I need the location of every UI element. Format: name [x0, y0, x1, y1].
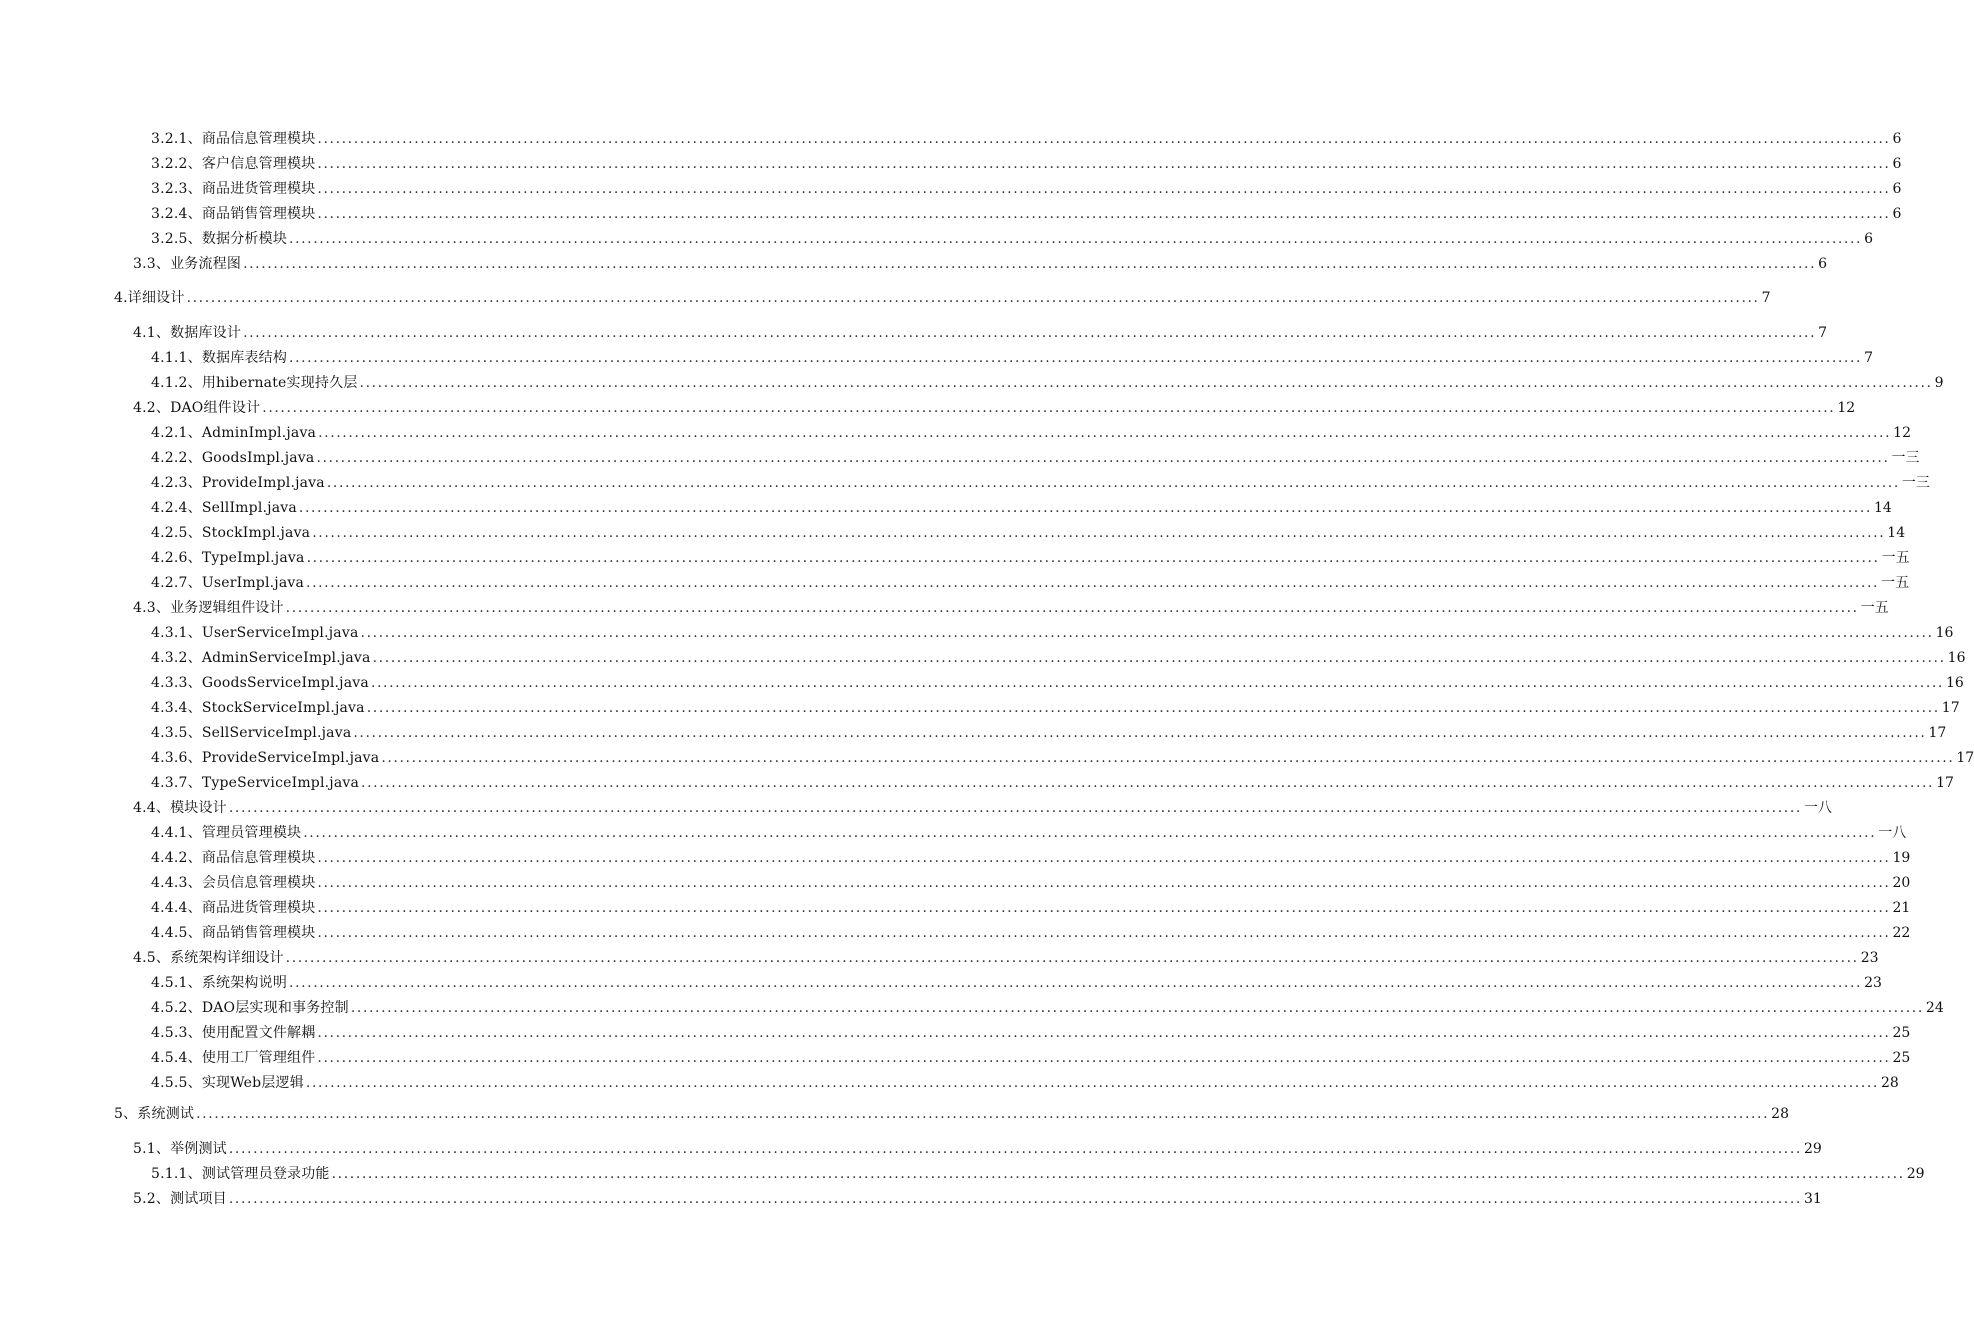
toc-page-number: 6 — [1892, 181, 1902, 197]
toc-entry[interactable] — [133, 1140, 1822, 1158]
toc-entry-title: 4.3、业务逻辑组件设计 — [133, 600, 284, 616]
toc-page-number: 21 — [1892, 900, 1911, 916]
toc-entry[interactable] — [151, 774, 1954, 792]
toc-entry-title: 5.2、测试项目 — [133, 1191, 227, 1207]
toc-entry[interactable] — [151, 899, 1911, 917]
toc-entry-title: 3.3、业务流程图 — [133, 256, 242, 272]
toc-entry-title: 4.3.5、SellServiceImpl.java — [151, 725, 352, 741]
toc-page-number: 22 — [1892, 925, 1911, 941]
toc-page-number: 一八 — [1878, 825, 1907, 841]
dot-leader: .................................................................................................................................................................................................................................................................... — [381, 750, 1955, 766]
toc-page-number: 29 — [1906, 1166, 1925, 1182]
toc-entry[interactable] — [133, 399, 1856, 417]
toc-page-number: 一三 — [1901, 475, 1930, 491]
toc-page-number: 12 — [1837, 400, 1856, 416]
toc-page-number: 20 — [1892, 875, 1911, 891]
toc-entry-title: 4.1.2、用hibernate实现持久层 — [151, 375, 358, 391]
toc-entry[interactable] — [151, 749, 1974, 767]
toc-entry-title: 3.2.5、数据分析模块 — [151, 231, 288, 247]
toc-entry-title: 4.5.2、DAO层实现和事务控制 — [151, 1000, 349, 1016]
toc-entry[interactable] — [151, 549, 1910, 567]
dot-leader: .................................................................................................................................................................................................................................................................... — [306, 550, 1880, 566]
dot-leader: .................................................................................................................................................................................................................................................................... — [372, 650, 1946, 666]
toc-entry[interactable] — [151, 474, 1930, 492]
toc-entry[interactable] — [133, 949, 1879, 967]
toc-entry-title: 4.4.3、会员信息管理模块 — [151, 875, 316, 891]
toc-entry[interactable] — [151, 849, 1911, 867]
toc-entry-title: 4.5.5、实现Web层逻辑 — [151, 1075, 304, 1091]
toc-entry[interactable] — [151, 624, 1954, 642]
dot-leader: .................................................................................................................................................................................................................................................................... — [317, 925, 1891, 941]
toc-entry-title: 4.详细设计 — [114, 290, 185, 306]
dot-leader: .................................................................................................................................................................................................................................................................... — [317, 1050, 1891, 1066]
toc-page-number: 14 — [1887, 525, 1906, 541]
dot-leader: .................................................................................................................................................................................................................................................................... — [305, 1075, 1879, 1091]
toc-entry-title: 4.2.3、ProvideImpl.java — [151, 475, 325, 491]
toc-entry-title: 4.1.1、数据库表结构 — [151, 350, 288, 366]
toc-page-number: 14 — [1873, 500, 1892, 516]
toc-entry-title: 3.2.4、商品销售管理模块 — [151, 206, 316, 222]
toc-entry-title: 4.2.1、AdminImpl.java — [151, 425, 317, 441]
toc-entry[interactable] — [151, 574, 1910, 592]
dot-leader: .................................................................................................................................................................................................................................................................... — [312, 525, 1886, 541]
toc-entry-title: 4.5.4、使用工厂管理组件 — [151, 1050, 316, 1066]
toc-page-number: 16 — [1946, 675, 1964, 691]
dot-leader: .................................................................................................................................................................................................................................................................... — [350, 1000, 1924, 1016]
toc-entry-title: 4.5.3、使用配置文件解耦 — [151, 1025, 316, 1041]
dot-leader: .................................................................................................................................................................................................................................................................... — [262, 400, 1836, 416]
dot-leader: .................................................................................................................................................................................................................................................................... — [317, 156, 1891, 172]
dot-leader: .................................................................................................................................................................................................................................................................... — [289, 975, 1863, 991]
toc-page-number: 6 — [1864, 231, 1874, 247]
toc-entry[interactable] — [151, 155, 1902, 173]
toc-page-number: 7 — [1818, 325, 1828, 341]
dot-leader: .................................................................................................................................................................................................................................................................... — [317, 1025, 1891, 1041]
toc-entry-title: 4.3.7、TypeServiceImpl.java — [151, 775, 360, 791]
toc-page-number: 19 — [1892, 850, 1911, 866]
toc-entry-title: 4.2.2、GoodsImpl.java — [151, 450, 315, 466]
toc-entry[interactable] — [151, 524, 1906, 542]
toc-entry[interactable] — [151, 1074, 1899, 1092]
toc-page-number: 7 — [1761, 290, 1771, 306]
toc-page-number: 24 — [1925, 1000, 1944, 1016]
toc-entry[interactable] — [151, 824, 1907, 842]
toc-page-number: 6 — [1818, 256, 1828, 272]
toc-entry-title: 4.4.4、商品进货管理模块 — [151, 900, 316, 916]
toc-entry-title: 4.3.2、AdminServiceImpl.java — [151, 650, 371, 666]
dot-leader: .................................................................................................................................................................................................................................................................... — [317, 181, 1891, 197]
toc-page-number: 6 — [1892, 206, 1902, 222]
toc-entry-title: 4.1、数据库设计 — [133, 325, 242, 341]
toc-entry-title: 4.2.7、UserImpl.java — [151, 575, 305, 591]
dot-leader: .................................................................................................................................................................................................................................................................... — [359, 375, 1933, 391]
toc-entry-title: 4.5、系统架构详细设计 — [133, 950, 284, 966]
toc-entry[interactable] — [133, 799, 1832, 817]
toc-entry-title: 5.1.1、测试管理员登录功能 — [151, 1166, 330, 1182]
toc-entry[interactable] — [151, 424, 1911, 442]
toc-entry-title: 4.3.6、ProvideServiceImpl.java — [151, 750, 380, 766]
toc-page-number: 17 — [1941, 700, 1960, 716]
toc-entry[interactable] — [151, 374, 1944, 392]
toc-page-number: 25 — [1892, 1050, 1911, 1066]
dot-leader: .................................................................................................................................................................................................................................................................... — [196, 1106, 1770, 1122]
toc-entry[interactable] — [151, 649, 1966, 667]
toc-page-number: 16 — [1935, 625, 1954, 641]
toc-entry[interactable] — [151, 205, 1902, 223]
toc-entry[interactable] — [151, 674, 1964, 692]
toc-entry-title: 4.3.4、StockServiceImpl.java — [151, 700, 365, 716]
dot-leader: .................................................................................................................................................................................................................................................................... — [306, 575, 1880, 591]
toc-page-number: 31 — [1803, 1191, 1822, 1207]
toc-entry[interactable] — [151, 924, 1911, 942]
toc-page-number: 16 — [1947, 650, 1966, 666]
dot-leader: .................................................................................................................................................................................................................................................................... — [317, 875, 1891, 891]
toc-page-number: 一五 — [1860, 600, 1889, 616]
toc-entry[interactable] — [151, 999, 1944, 1017]
dot-leader: .................................................................................................................................................................................................................................................................... — [228, 800, 1802, 816]
toc-page-number: 6 — [1892, 131, 1902, 147]
toc-entry-title: 4.4.5、商品销售管理模块 — [151, 925, 316, 941]
dot-leader: .................................................................................................................................................................................................................................................................... — [317, 131, 1891, 147]
toc-entry-title: 4.4、模块设计 — [133, 800, 227, 816]
toc-page-number: 12 — [1893, 425, 1911, 441]
toc-entry[interactable] — [151, 1049, 1911, 1067]
dot-leader: .................................................................................................................................................................................................................................................................... — [331, 1166, 1905, 1182]
dot-leader: .................................................................................................................................................................................................................................................................... — [289, 350, 1863, 366]
toc-entry[interactable] — [151, 874, 1911, 892]
dot-leader: .................................................................................................................................................................................................................................................................... — [353, 725, 1927, 741]
dot-leader: .................................................................................................................................................................................................................................................................... — [326, 475, 1900, 491]
toc-page-number: 28 — [1771, 1106, 1789, 1122]
dot-leader: .................................................................................................................................................................................................................................................................... — [298, 500, 1872, 516]
dot-leader: .................................................................................................................................................................................................................................................................... — [289, 231, 1863, 247]
toc-page-number: 23 — [1864, 975, 1882, 991]
toc-entry[interactable] — [151, 724, 1947, 742]
toc-page-number: 9 — [1934, 375, 1944, 391]
dot-leader: .................................................................................................................................................................................................................................................................... — [360, 625, 1934, 641]
dot-leader: .................................................................................................................................................................................................................................................................... — [228, 1141, 1802, 1157]
toc-entry[interactable] — [151, 180, 1902, 198]
toc-entry[interactable] — [114, 289, 1771, 307]
dot-leader: .................................................................................................................................................................................................................................................................... — [243, 256, 1817, 272]
dot-leader: .................................................................................................................................................................................................................................................................... — [317, 206, 1891, 222]
toc-page-number: 17 — [1956, 750, 1974, 766]
toc-page-number: 一五 — [1881, 550, 1910, 566]
dot-leader: .................................................................................................................................................................................................................................................................... — [285, 600, 1859, 616]
dot-leader: .................................................................................................................................................................................................................................................................... — [317, 900, 1891, 916]
toc-page-number: 一八 — [1803, 800, 1832, 816]
dot-leader: .................................................................................................................................................................................................................................................................... — [361, 775, 1935, 791]
toc-entry-title: 4.4.1、管理员管理模块 — [151, 825, 302, 841]
toc-page-number: 25 — [1892, 1025, 1911, 1041]
toc-page-number: 7 — [1864, 350, 1874, 366]
toc-entry[interactable] — [133, 324, 1828, 342]
toc-entry[interactable] — [151, 230, 1874, 248]
dot-leader: .................................................................................................................................................................................................................................................................... — [366, 700, 1940, 716]
dot-leader: .................................................................................................................................................................................................................................................................... — [228, 1191, 1802, 1207]
dot-leader: .................................................................................................................................................................................................................................................................... — [303, 825, 1877, 841]
toc-entry-title: 3.2.3、商品进货管理模块 — [151, 181, 316, 197]
toc-entry[interactable] — [151, 130, 1902, 148]
toc-page-number: 29 — [1803, 1141, 1822, 1157]
dot-leader: .................................................................................................................................................................................................................................................................... — [186, 290, 1760, 306]
toc-entry-title: 4.4.2、商品信息管理模块 — [151, 850, 316, 866]
toc-entry[interactable] — [151, 974, 1882, 992]
toc-entry-title: 4.2.6、TypeImpl.java — [151, 550, 305, 566]
toc-entry[interactable] — [151, 699, 1960, 717]
toc-entry[interactable] — [151, 449, 1920, 467]
toc-entry[interactable] — [151, 1165, 1925, 1183]
toc-entry[interactable] — [151, 349, 1874, 367]
toc-page-number: 一五 — [1881, 575, 1910, 591]
toc-page-number: 17 — [1928, 725, 1947, 741]
toc-entry-title: 4.2.5、StockImpl.java — [151, 525, 311, 541]
dot-leader: .................................................................................................................................................................................................................................................................... — [243, 325, 1817, 341]
toc-entry-title: 3.2.2、客户信息管理模块 — [151, 156, 316, 172]
dot-leader: .................................................................................................................................................................................................................................................................... — [285, 950, 1859, 966]
toc-entry-title: 4.3.3、GoodsServiceImpl.java — [151, 675, 369, 691]
dot-leader: .................................................................................................................................................................................................................................................................... — [318, 425, 1892, 441]
toc-page-number: 23 — [1860, 950, 1879, 966]
toc-entry[interactable] — [133, 599, 1889, 617]
dot-leader: .................................................................................................................................................................................................................................................................... — [370, 675, 1944, 691]
toc-entry[interactable] — [151, 1024, 1911, 1042]
toc-entry-title: 5、系统测试 — [114, 1106, 195, 1122]
toc-entry[interactable] — [133, 255, 1828, 273]
toc-page-number: 一三 — [1891, 450, 1920, 466]
toc-entry[interactable] — [151, 499, 1892, 517]
dot-leader: .................................................................................................................................................................................................................................................................... — [317, 850, 1891, 866]
toc-entry-title: 3.2.1、商品信息管理模块 — [151, 131, 316, 147]
dot-leader: .................................................................................................................................................................................................................................................................... — [316, 450, 1890, 466]
toc-entry-title: 4.3.1、UserServiceImpl.java — [151, 625, 359, 641]
toc-entry-title: 4.2、DAO组件设计 — [133, 400, 261, 416]
toc-page-number: 28 — [1880, 1075, 1899, 1091]
toc-entry-title: 4.5.1、系统架构说明 — [151, 975, 288, 991]
toc-entry[interactable] — [133, 1190, 1822, 1208]
toc-page-number: 6 — [1892, 156, 1902, 172]
toc-page-number: 17 — [1936, 775, 1954, 791]
toc-entry-title: 5.1、举例测试 — [133, 1141, 227, 1157]
toc-entry[interactable] — [114, 1105, 1789, 1123]
toc-entry-title: 4.2.4、SellImpl.java — [151, 500, 297, 516]
